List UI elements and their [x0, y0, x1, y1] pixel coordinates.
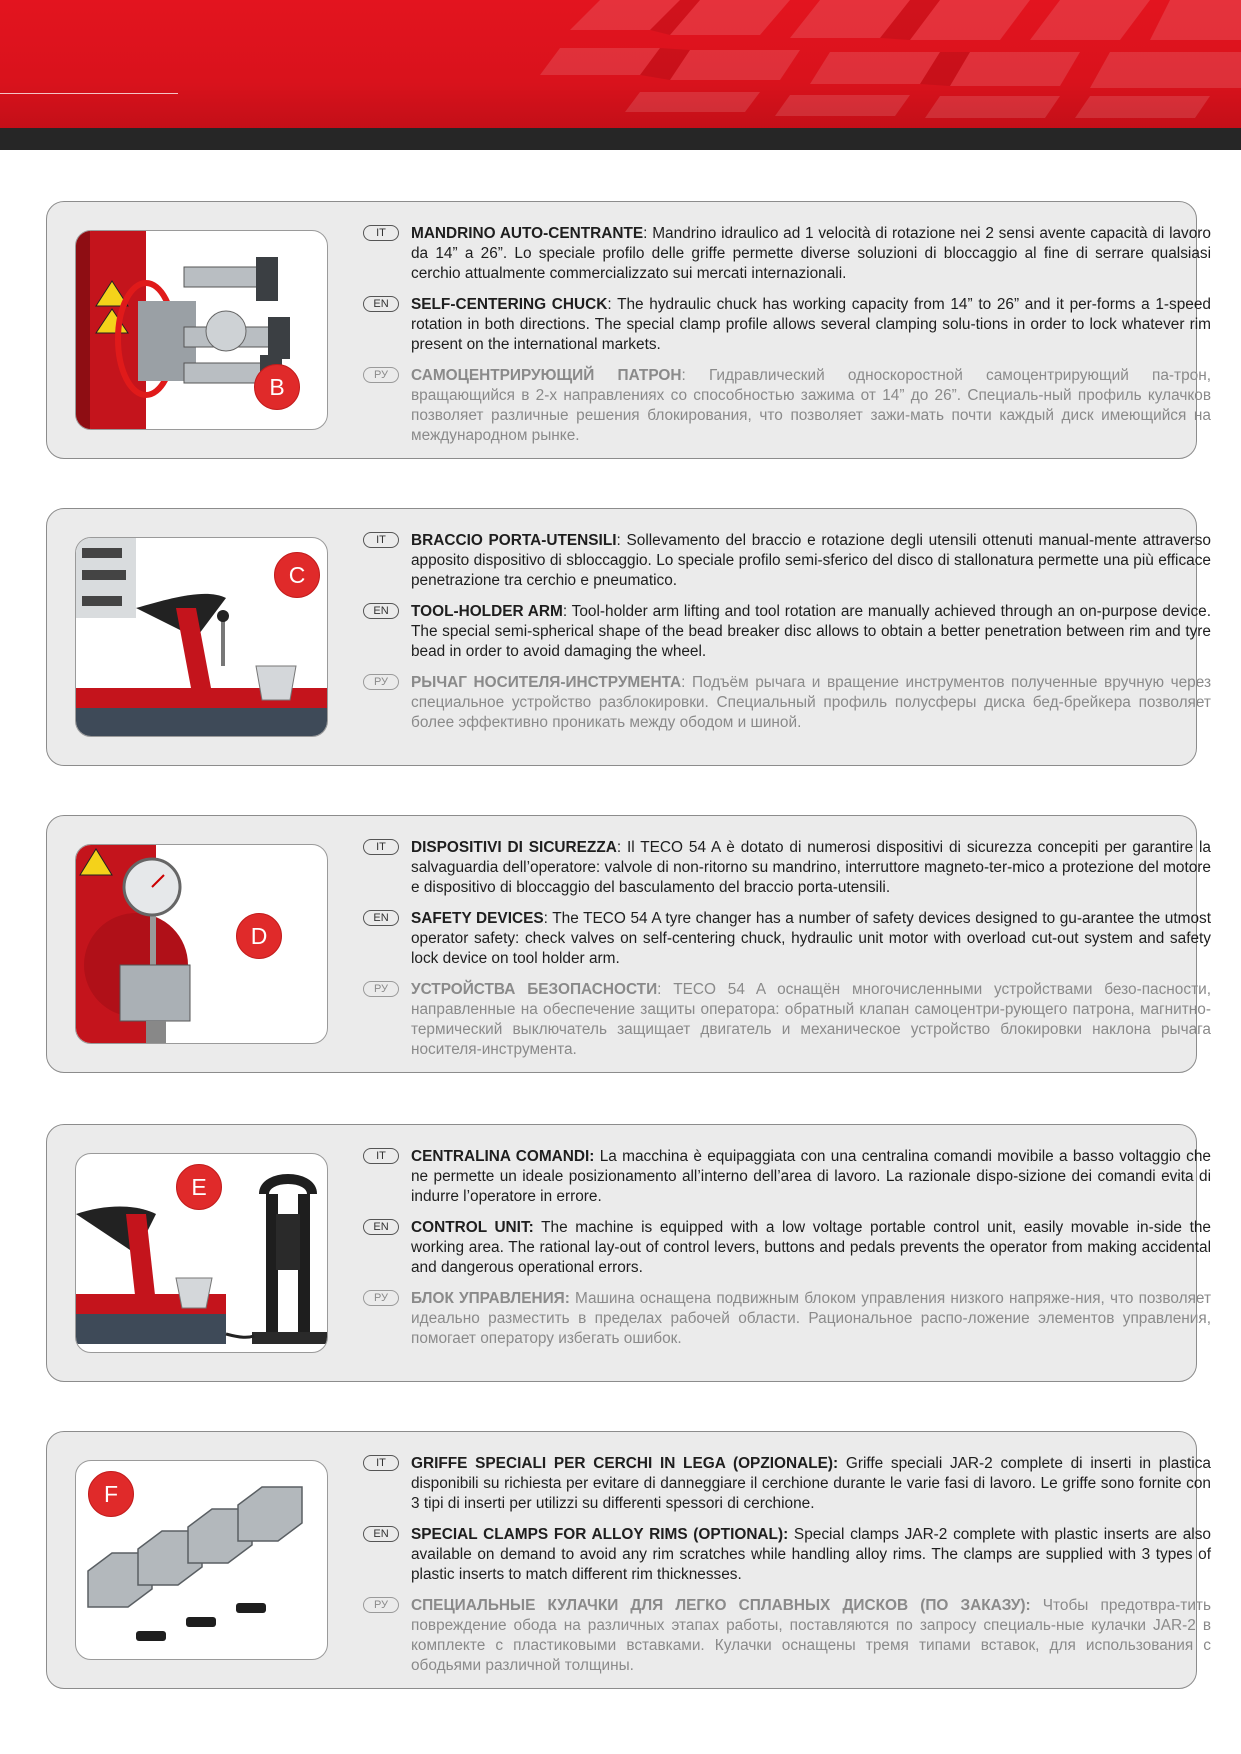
section-letter-badge: E: [176, 1164, 222, 1210]
heading-it: DISPOSITIVI DI SICUREZZA: [411, 839, 617, 856]
tyre-tread-pattern: [0, 0, 1241, 128]
body-en: : The hydraulic chuck has working capacity from 14” to 26” and it per-forms a 1-speed rotation in both directions. The special clamp profile allows several clamping solu-tions in order to lock whatever rim present on the international markets.: [411, 296, 1211, 353]
body-ru: Машина оснащена подвижным блоком управления низкого напряже-ния, что позволяет идеально разместить в пределах рабочей области. Рациональное распо-ложение элементов управления, помогает оператору избегать ошибок.: [411, 1290, 1212, 1347]
description-ru: [363, 366, 1211, 446]
body-ru: : TECO 54 A оснащён многочисленными устройствами безо-пасности, направленные на обеспечение защиты оператора: обратный клапан самоцентри-рующего патрона, магнитно-термический выключатель защищает двигатель и механическое устройство блокировки наклона рычага носителя-инструмента.: [411, 981, 1211, 1058]
description-ru: [363, 1289, 1211, 1349]
heading-en: SAFETY DEVICES: [411, 910, 544, 927]
body-en: The machine is equipped with a low voltage portable control unit, easily movable in-side the working area. The rational lay-out of control levers, buttons and pedals prevents the operator from making accidental and dangerous operational errors.: [411, 1219, 1211, 1276]
lang-badge-en: EN: [363, 296, 399, 312]
heading-it: GRIFFE SPECIALI PER CERCHI IN LEGA (OPZIONALE):: [411, 1455, 839, 1472]
header-rule: [0, 93, 178, 94]
body-it: La macchina è equipaggiata con una centralina comandi movibile a basso voltaggio che ne permette un ideale posizionamento all’interno dell’area di lavoro. La razionale dispo-sizione dei comandi evita di indurre l’operatore in errore.: [411, 1148, 1211, 1205]
heading-ru: САМОЦЕНТРИРУЮЩИЙ ПАТРОН: [411, 367, 682, 384]
lang-badge-it: IT: [363, 225, 399, 241]
body-en: : Tool-holder arm lifting and tool rotation are manually achieved through an on-purpose device. The special semi-spherical shape of the bead breaker disc allows to obtain a better penetration between rim and tyre bead in order to avoid damaging the wheel.: [411, 603, 1211, 660]
heading-it: CENTRALINA COMANDI:: [411, 1148, 595, 1165]
lang-badge-en: EN: [363, 910, 399, 926]
section-letter-badge: F: [88, 1471, 134, 1517]
heading-it: BRACCIO PORTA-UTENSILI: [411, 532, 617, 549]
feature-card-f: [46, 1431, 1212, 1689]
body-it: : Il TECO 54 A è dotato di numerosi dispositivi di sicurezza concepiti per garantire la salvaguardia dell’operatore: valvole di non-ritorno su mandrino, interruttore magneto-ter-mico a protezione del motore e dispositivo di bloccaggio del basculamento del braccio porta-utensili.: [411, 839, 1211, 896]
lang-badge-en: EN: [363, 603, 399, 619]
description-ru: [363, 1596, 1211, 1676]
heading-en: TOOL-HOLDER ARM: [411, 603, 563, 620]
heading-en: CONTROL UNIT:: [411, 1219, 534, 1236]
lang-badge-ru: РУ: [363, 1597, 399, 1613]
lang-badge-en: EN: [363, 1219, 399, 1235]
lang-badge-ru: РУ: [363, 674, 399, 690]
description-ru: [363, 980, 1211, 1060]
lang-badge-ru: РУ: [363, 981, 399, 997]
section-letter-badge: B: [254, 364, 300, 410]
description-it: [363, 1147, 1211, 1207]
body-ru: Чтобы предотвра-тить повреждение обода на различных этапах работы, поставляются по запросу специаль-ные кулачки JAR-2 в комплекте с пластиковыми вставками. Кулачки оснащены тремя типами вставок, для использования с ободьями различной толщины.: [411, 1597, 1212, 1674]
description-en: [363, 1218, 1211, 1278]
feature-card-b: [46, 201, 1211, 459]
lang-badge-it: IT: [363, 1148, 399, 1164]
description-it: [363, 838, 1211, 898]
lang-badge-it: IT: [363, 839, 399, 855]
description-ru: [363, 673, 1211, 733]
description-en: [363, 602, 1211, 662]
heading-en: SELF-CENTERING CHUCK: [411, 296, 608, 313]
heading-ru: БЛОК УПРАВЛЕНИЯ:: [411, 1290, 570, 1307]
lang-badge-it: IT: [363, 1455, 399, 1471]
feature-card-c: [46, 508, 1211, 766]
safety-photo: [75, 844, 328, 1044]
description-en: [363, 909, 1211, 969]
lang-badge-ru: РУ: [363, 1290, 399, 1306]
body-it: Griffe speciali JAR-2 complete di inserti in plastica disponibili su richiesta per evitare di danneggiare il cerchione durante le varie fasi di lavoro. Le griffe sono fornite con 3 tipi di inserti per utilizzi su differenti spessori di cerchione.: [411, 1455, 1211, 1512]
description-it: [363, 531, 1211, 591]
alloy-clamps-photo: [75, 1460, 328, 1660]
body-ru: : Подъём рычага и вращение инструментов полученные вручную через специальное устройство разблокировки. Специальный профиль полусферы диска бед-брейкера позволяет более эффективно проникать между ободом и шиной.: [411, 674, 1211, 731]
chuck-photo: [75, 230, 328, 430]
heading-en: SPECIAL CLAMPS FOR ALLOY RIMS (OPTIONAL):: [411, 1526, 789, 1543]
description-en: [363, 1525, 1211, 1585]
heading-ru: УСТРОЙСТВА БЕЗОПАСНОСТИ: [411, 981, 658, 998]
section-letter-badge: D: [236, 913, 282, 959]
lang-badge-it: IT: [363, 532, 399, 548]
description-it: [363, 1454, 1211, 1514]
heading-it: MANDRINO AUTO-CENTRANTE: [411, 225, 644, 242]
header-banner: [0, 0, 1241, 150]
description-en: [363, 295, 1211, 355]
control-unit-photo: [75, 1153, 328, 1353]
description-it: [363, 224, 1211, 284]
heading-ru: РЫЧАГ НОСИТЕЛЯ-ИНСТРУМЕНТА: [411, 674, 682, 691]
body-it: : Sollevamento del braccio e rotazione degli utensili ottenuti manual-mente attraverso apposito dispositivo di sbloccaggio. Lo speciale profilo semi-sferico del disco di stallonatura permette una più efficace penetrazione tra cerchio e pneumatico.: [411, 532, 1211, 589]
feature-card-e: [46, 1124, 1212, 1382]
section-letter-badge: C: [274, 552, 320, 598]
safety-devices-image: [76, 845, 328, 1044]
tool-arm-photo: [75, 537, 328, 737]
lang-badge-ru: РУ: [363, 367, 399, 383]
body-it: : Mandrino idraulico ad 1 velocità di rotazione nei 2 sensi avente capacità di lavoro da 14” a 26”. Lo speciale profilo delle griffe permette diverse soluzioni di bloccaggio al fine di serrare qualsiasi cerchio attualmente commercializzato sui mercati internazionali.: [411, 225, 1211, 282]
feature-card-d: [46, 815, 1211, 1073]
header-dark-band: [0, 128, 1241, 150]
body-ru: : Гидравлический односкоростной самоцентрирующий па-трон, вращающийся в 2-х направлениях со способностью зажима от 14” до 26”. Специаль-ный профиль кулачков позволяет различные решения блокирования, что позволяет зажи-мать почти каждый диск имеющийся на международном рынке.: [411, 367, 1211, 444]
heading-ru: СПЕЦИАЛЬНЫЕ КУЛАЧКИ ДЛЯ ЛЕГКО СПЛАВНЫХ ДИСКОВ (ПО ЗАКАЗУ):: [411, 1597, 1031, 1614]
body-en: Special clamps JAR-2 complete with plastic inserts are also available on demand to avoid any rim scratches while handling alloy rims. The clamps are supplied with 3 types of plastic inserts to match different rim thicknesses.: [411, 1526, 1211, 1583]
body-en: : The TECO 54 A tyre changer has a number of safety devices designed to gu-arantee the utmost operator safety: check valves on self-centering chuck, hydraulic unit motor with overload cut-out system and safety lock device on tool holder arm.: [411, 910, 1211, 967]
lang-badge-en: EN: [363, 1526, 399, 1542]
